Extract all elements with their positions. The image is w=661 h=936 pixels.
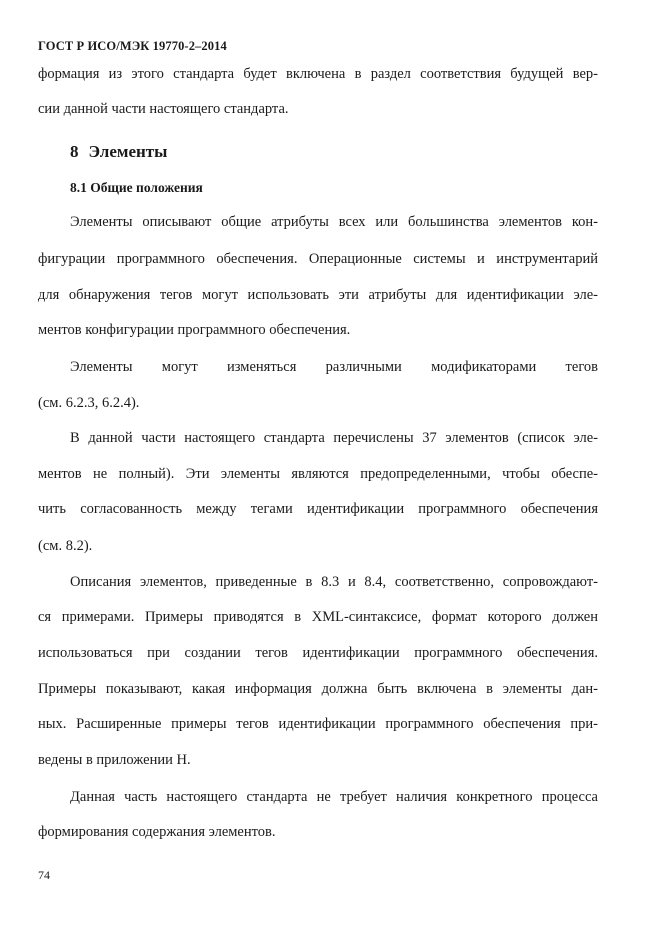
paragraph-line: ных. Расширенные примеры тегов идентификации программного обеспечения при- bbox=[38, 716, 598, 732]
paragraph-line: ся примерами. Примеры приводятся в XML-синтаксисе, формат которого должен bbox=[38, 609, 598, 625]
section-title: Элементы bbox=[88, 142, 168, 161]
paragraph-line: использоваться при создании тегов идентификации программного обеспечения. bbox=[38, 645, 598, 661]
paragraph-line: Элементы могут изменяться различными модификаторами тегов bbox=[70, 359, 598, 375]
paragraph-line: формирования содержания элементов. bbox=[38, 824, 276, 840]
paragraph-line: ментов не полный). Эти элементы являются предопределенными, чтобы обеспе- bbox=[38, 466, 598, 482]
paragraph-line: (см. 6.2.3, 6.2.4). bbox=[38, 395, 140, 411]
intro-line: сии данной части настоящего стандарта. bbox=[38, 101, 289, 117]
section-heading bbox=[70, 142, 167, 162]
paragraph-line: (см. 8.2). bbox=[38, 538, 93, 554]
document-header: ГОСТ Р ИСО/МЭК 19770-2–2014 bbox=[38, 39, 227, 53]
intro-line: формация из этого стандарта будет включена в раздел соответствия будущей вер- bbox=[38, 66, 598, 82]
paragraph-line: Примеры показывают, какая информация должна быть включена в элементы дан- bbox=[38, 681, 598, 697]
paragraph-line: В данной части настоящего стандарта перечислены 37 элементов (список эле- bbox=[70, 430, 598, 446]
paragraph-line: Описания элементов, приведенные в 8.3 и 8.4, соответственно, сопровождают- bbox=[70, 574, 598, 590]
paragraph-line: ведены в приложении Н. bbox=[38, 752, 191, 768]
paragraph-line: Данная часть настоящего стандарта не требует наличия конкретного процесса bbox=[70, 789, 598, 805]
paragraph-line: для обнаружения тегов могут использовать эти атрибуты для идентификации эле- bbox=[38, 287, 598, 303]
page-number: 74 bbox=[38, 868, 50, 882]
section-number: 8 bbox=[70, 142, 79, 161]
paragraph-line: фигурации программного обеспечения. Операционные системы и инструментарий bbox=[38, 251, 598, 267]
paragraph-line: ментов конфигурации программного обеспечения. bbox=[38, 322, 351, 338]
paragraph-line: Элементы описывают общие атрибуты всех или большинства элементов кон- bbox=[70, 214, 598, 230]
subsection-heading: 8.1 Общие положения bbox=[70, 180, 203, 195]
paragraph-line: чить согласованность между тегами идентификации программного обеспечения bbox=[38, 501, 598, 517]
